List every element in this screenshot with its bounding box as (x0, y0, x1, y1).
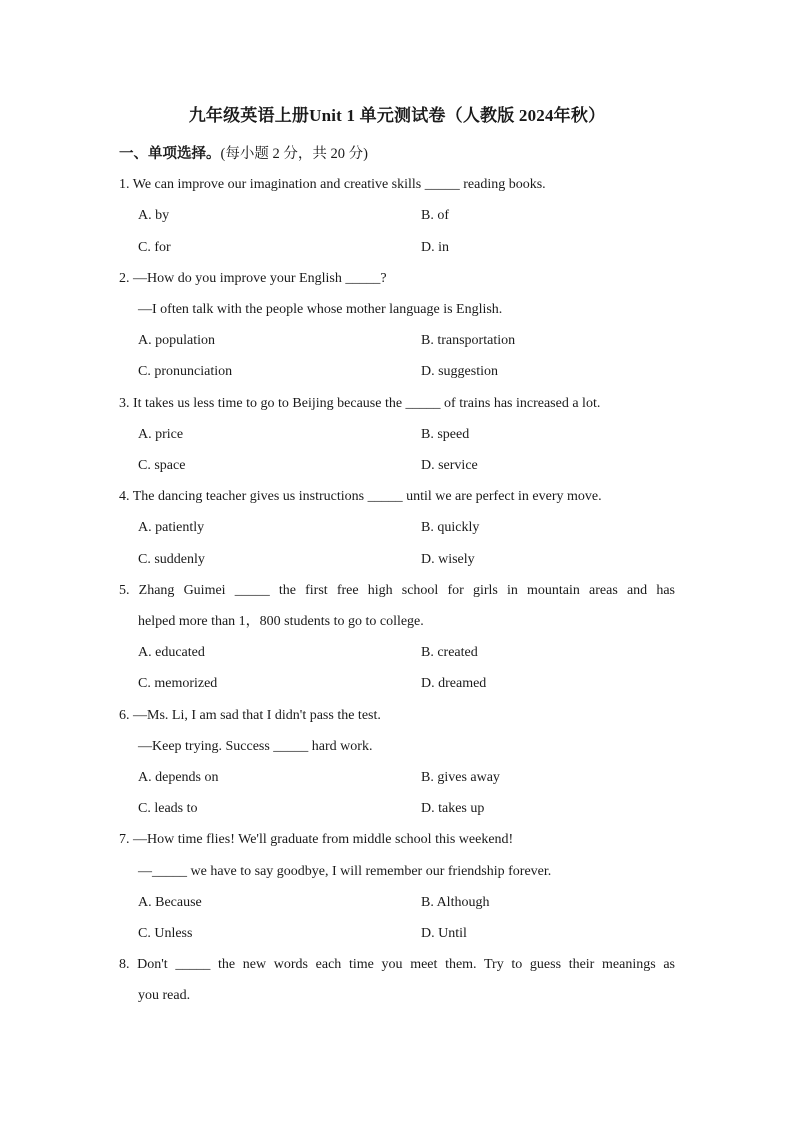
question-3-stem: 3. It takes us less time to go to Beijing because the _____ of trains has increased a lot. (119, 396, 601, 411)
section-score-note: (每小题 2 分，共 20 分) (220, 146, 368, 162)
question-1-option-b: B. of (421, 208, 449, 223)
exam-title: 九年级英语上册Unit 1 单元测试卷（人教版 2024年秋） (188, 106, 606, 125)
question-6-option-b: B. gives away (421, 770, 500, 785)
question-5-stem-continued: helped more than 1，800 students to go to college. (138, 614, 424, 629)
question-3-option-d: D. service (421, 458, 478, 473)
question-4-option-a: A. patiently (138, 520, 205, 535)
question-1-stem: 1. We can improve our imagination and creative skills _____ reading books. (119, 177, 546, 192)
section-title: 一、单项选择。 (119, 146, 221, 162)
question-5-option-a: A. educated (138, 645, 205, 660)
question-3-option-b: B. speed (421, 427, 470, 442)
question-2-option-c: C. pronunciation (138, 364, 233, 379)
question-7-stem: 7. —How time flies! We'll graduate from middle school this weekend! (119, 832, 514, 847)
question-2-option-d: D. suggestion (421, 364, 498, 379)
question-4-option-d: D. wisely (421, 552, 475, 567)
question-6-option-d: D. takes up (421, 801, 485, 816)
question-7-option-b: B. Although (421, 895, 490, 910)
question-5-option-d: D. dreamed (421, 676, 487, 691)
question-1-option-c: C. for (138, 240, 171, 255)
question-2-option-a: A. population (138, 333, 215, 348)
question-7-option-d: D. Until (421, 926, 467, 941)
question-2-reply: —I often talk with the people whose mother language is English. (138, 302, 503, 317)
question-6-option-a: A. depends on (138, 770, 219, 785)
question-1-option-a: A. by (138, 208, 170, 223)
question-2-stem: 2. —How do you improve your English _____? (119, 271, 387, 286)
question-8-stem-continued: you read. (138, 988, 191, 1003)
question-5-option-c: C. memorized (138, 676, 218, 691)
question-6-stem: 6. —Ms. Li, I am sad that I didn't pass the test. (119, 708, 381, 723)
question-7-option-a: A. Because (138, 895, 202, 910)
question-6-option-c: C. leads to (138, 801, 198, 816)
question-2-option-b: B. transportation (421, 333, 516, 348)
question-5-option-b: B. created (421, 645, 478, 660)
section-heading (119, 143, 368, 165)
question-1-option-d: D. in (421, 240, 449, 255)
question-3-option-c: C. space (138, 458, 186, 473)
question-4-stem: 4. The dancing teacher gives us instructions _____ until we are perfect in every move. (119, 489, 602, 504)
question-6-reply: —Keep trying. Success _____ hard work. (138, 739, 373, 754)
question-8-stem: 8. Don't _____ the new words each time you meet them. Try to guess their meanings as (119, 957, 675, 972)
question-4-option-b: B. quickly (421, 520, 480, 535)
question-3-option-a: A. price (138, 427, 184, 442)
question-4-option-c: C. suddenly (138, 552, 205, 567)
question-7-reply: —_____ we have to say goodbye, I will remember our friendship forever. (138, 864, 552, 879)
question-7-option-c: C. Unless (138, 926, 193, 941)
question-5-stem: 5. Zhang Guimei _____ the first free high school for girls in mountain areas and has (119, 583, 675, 598)
